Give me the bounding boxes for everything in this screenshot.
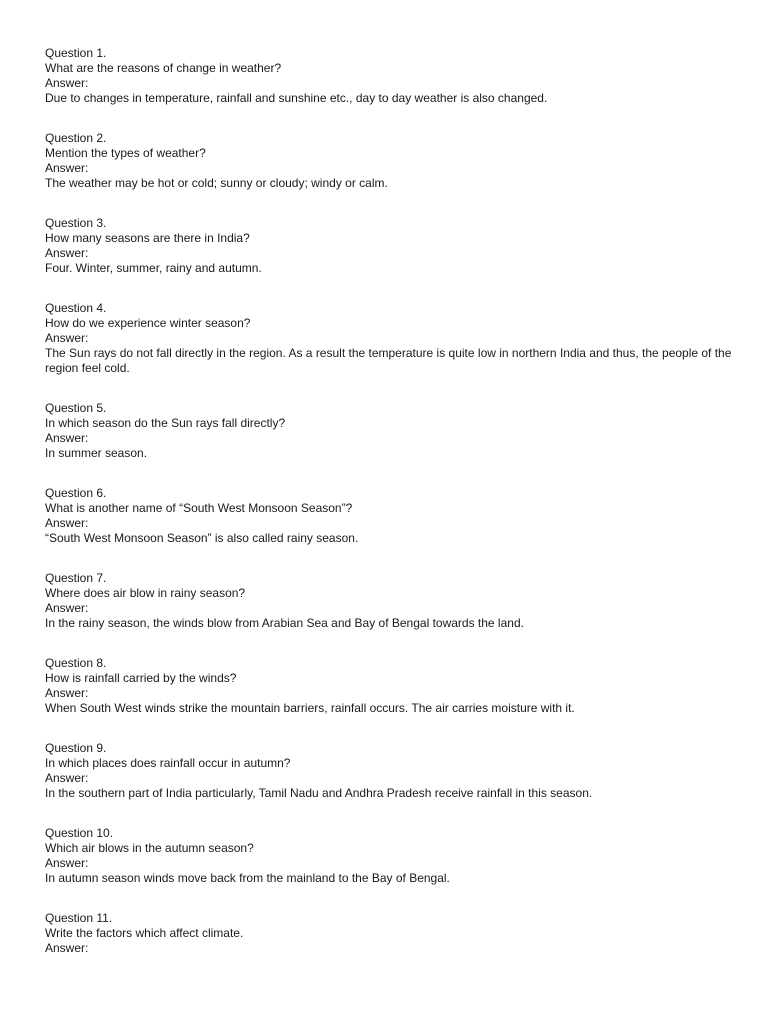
- answer-label: Answer:: [45, 246, 89, 260]
- question-text: What are the reasons of change in weather?: [45, 61, 282, 75]
- answer-label: Answer:: [45, 516, 89, 530]
- qa-item-5: [45, 401, 735, 461]
- qa-item-6: [45, 486, 735, 546]
- question-text: Mention the types of weather?: [45, 146, 206, 160]
- answer-label: Answer:: [45, 941, 89, 955]
- qa-item-7: [45, 571, 735, 631]
- answer-label: Answer:: [45, 161, 89, 175]
- answer-label: Answer:: [45, 76, 89, 90]
- question-text: Write the factors which affect climate.: [45, 926, 244, 940]
- answer-label: Answer:: [45, 431, 89, 445]
- answer-text: In the rainy season, the winds blow from Arabian Sea and Bay of Bengal towards the land.: [45, 616, 524, 630]
- answer-text: The weather may be hot or cold; sunny or cloudy; windy or calm.: [45, 176, 388, 190]
- question-number: Question 4.: [45, 301, 107, 315]
- answer-text: Four. Winter, summer, rainy and autumn.: [45, 261, 262, 275]
- answer-text: In summer season.: [45, 446, 148, 460]
- answer-label: Answer:: [45, 686, 89, 700]
- question-text: Which air blows in the autumn season?: [45, 841, 254, 855]
- document-page: [45, 46, 735, 981]
- question-number: Question 2.: [45, 131, 107, 145]
- question-text: How many seasons are there in India?: [45, 231, 250, 245]
- answer-label: Answer:: [45, 771, 89, 785]
- question-text: In which places does rainfall occur in autumn?: [45, 756, 291, 770]
- question-number: Question 9.: [45, 741, 107, 755]
- question-number: Question 1.: [45, 46, 107, 60]
- qa-item-1: [45, 46, 735, 106]
- qa-item-3: [45, 216, 735, 276]
- qa-item-2: [45, 131, 735, 191]
- qa-item-10: [45, 826, 735, 886]
- qa-item-11: [45, 911, 735, 956]
- qa-item-4: [45, 301, 735, 376]
- answer-label: Answer:: [45, 331, 89, 345]
- answer-label: Answer:: [45, 856, 89, 870]
- answer-text: The Sun rays do not fall directly in the region. As a result the temperature is quite low in northern India and thus, the people of the region feel cold.: [45, 346, 732, 375]
- answer-text: “South West Monsoon Season” is also called rainy season.: [45, 531, 359, 545]
- answer-text: In autumn season winds move back from the mainland to the Bay of Bengal.: [45, 871, 450, 885]
- question-number: Question 7.: [45, 571, 107, 585]
- question-text: How is rainfall carried by the winds?: [45, 671, 237, 685]
- question-number: Question 5.: [45, 401, 107, 415]
- question-text: Where does air blow in rainy season?: [45, 586, 246, 600]
- answer-text: Due to changes in temperature, rainfall and sunshine etc., day to day weather is also changed.: [45, 91, 548, 105]
- answer-text: In the southern part of India particularly, Tamil Nadu and Andhra Pradesh receive rainfall in this season.: [45, 786, 593, 800]
- question-number: Question 8.: [45, 656, 107, 670]
- qa-item-8: [45, 656, 735, 716]
- question-text: What is another name of “South West Monsoon Season”?: [45, 501, 353, 515]
- qa-item-9: [45, 741, 735, 801]
- question-text: In which season do the Sun rays fall directly?: [45, 416, 286, 430]
- answer-label: Answer:: [45, 601, 89, 615]
- question-number: Question 6.: [45, 486, 107, 500]
- question-text: How do we experience winter season?: [45, 316, 251, 330]
- question-number: Question 11.: [45, 911, 113, 925]
- answer-text: When South West winds strike the mountain barriers, rainfall occurs. The air carries moisture with it.: [45, 701, 575, 715]
- question-number: Question 10.: [45, 826, 114, 840]
- question-number: Question 3.: [45, 216, 107, 230]
